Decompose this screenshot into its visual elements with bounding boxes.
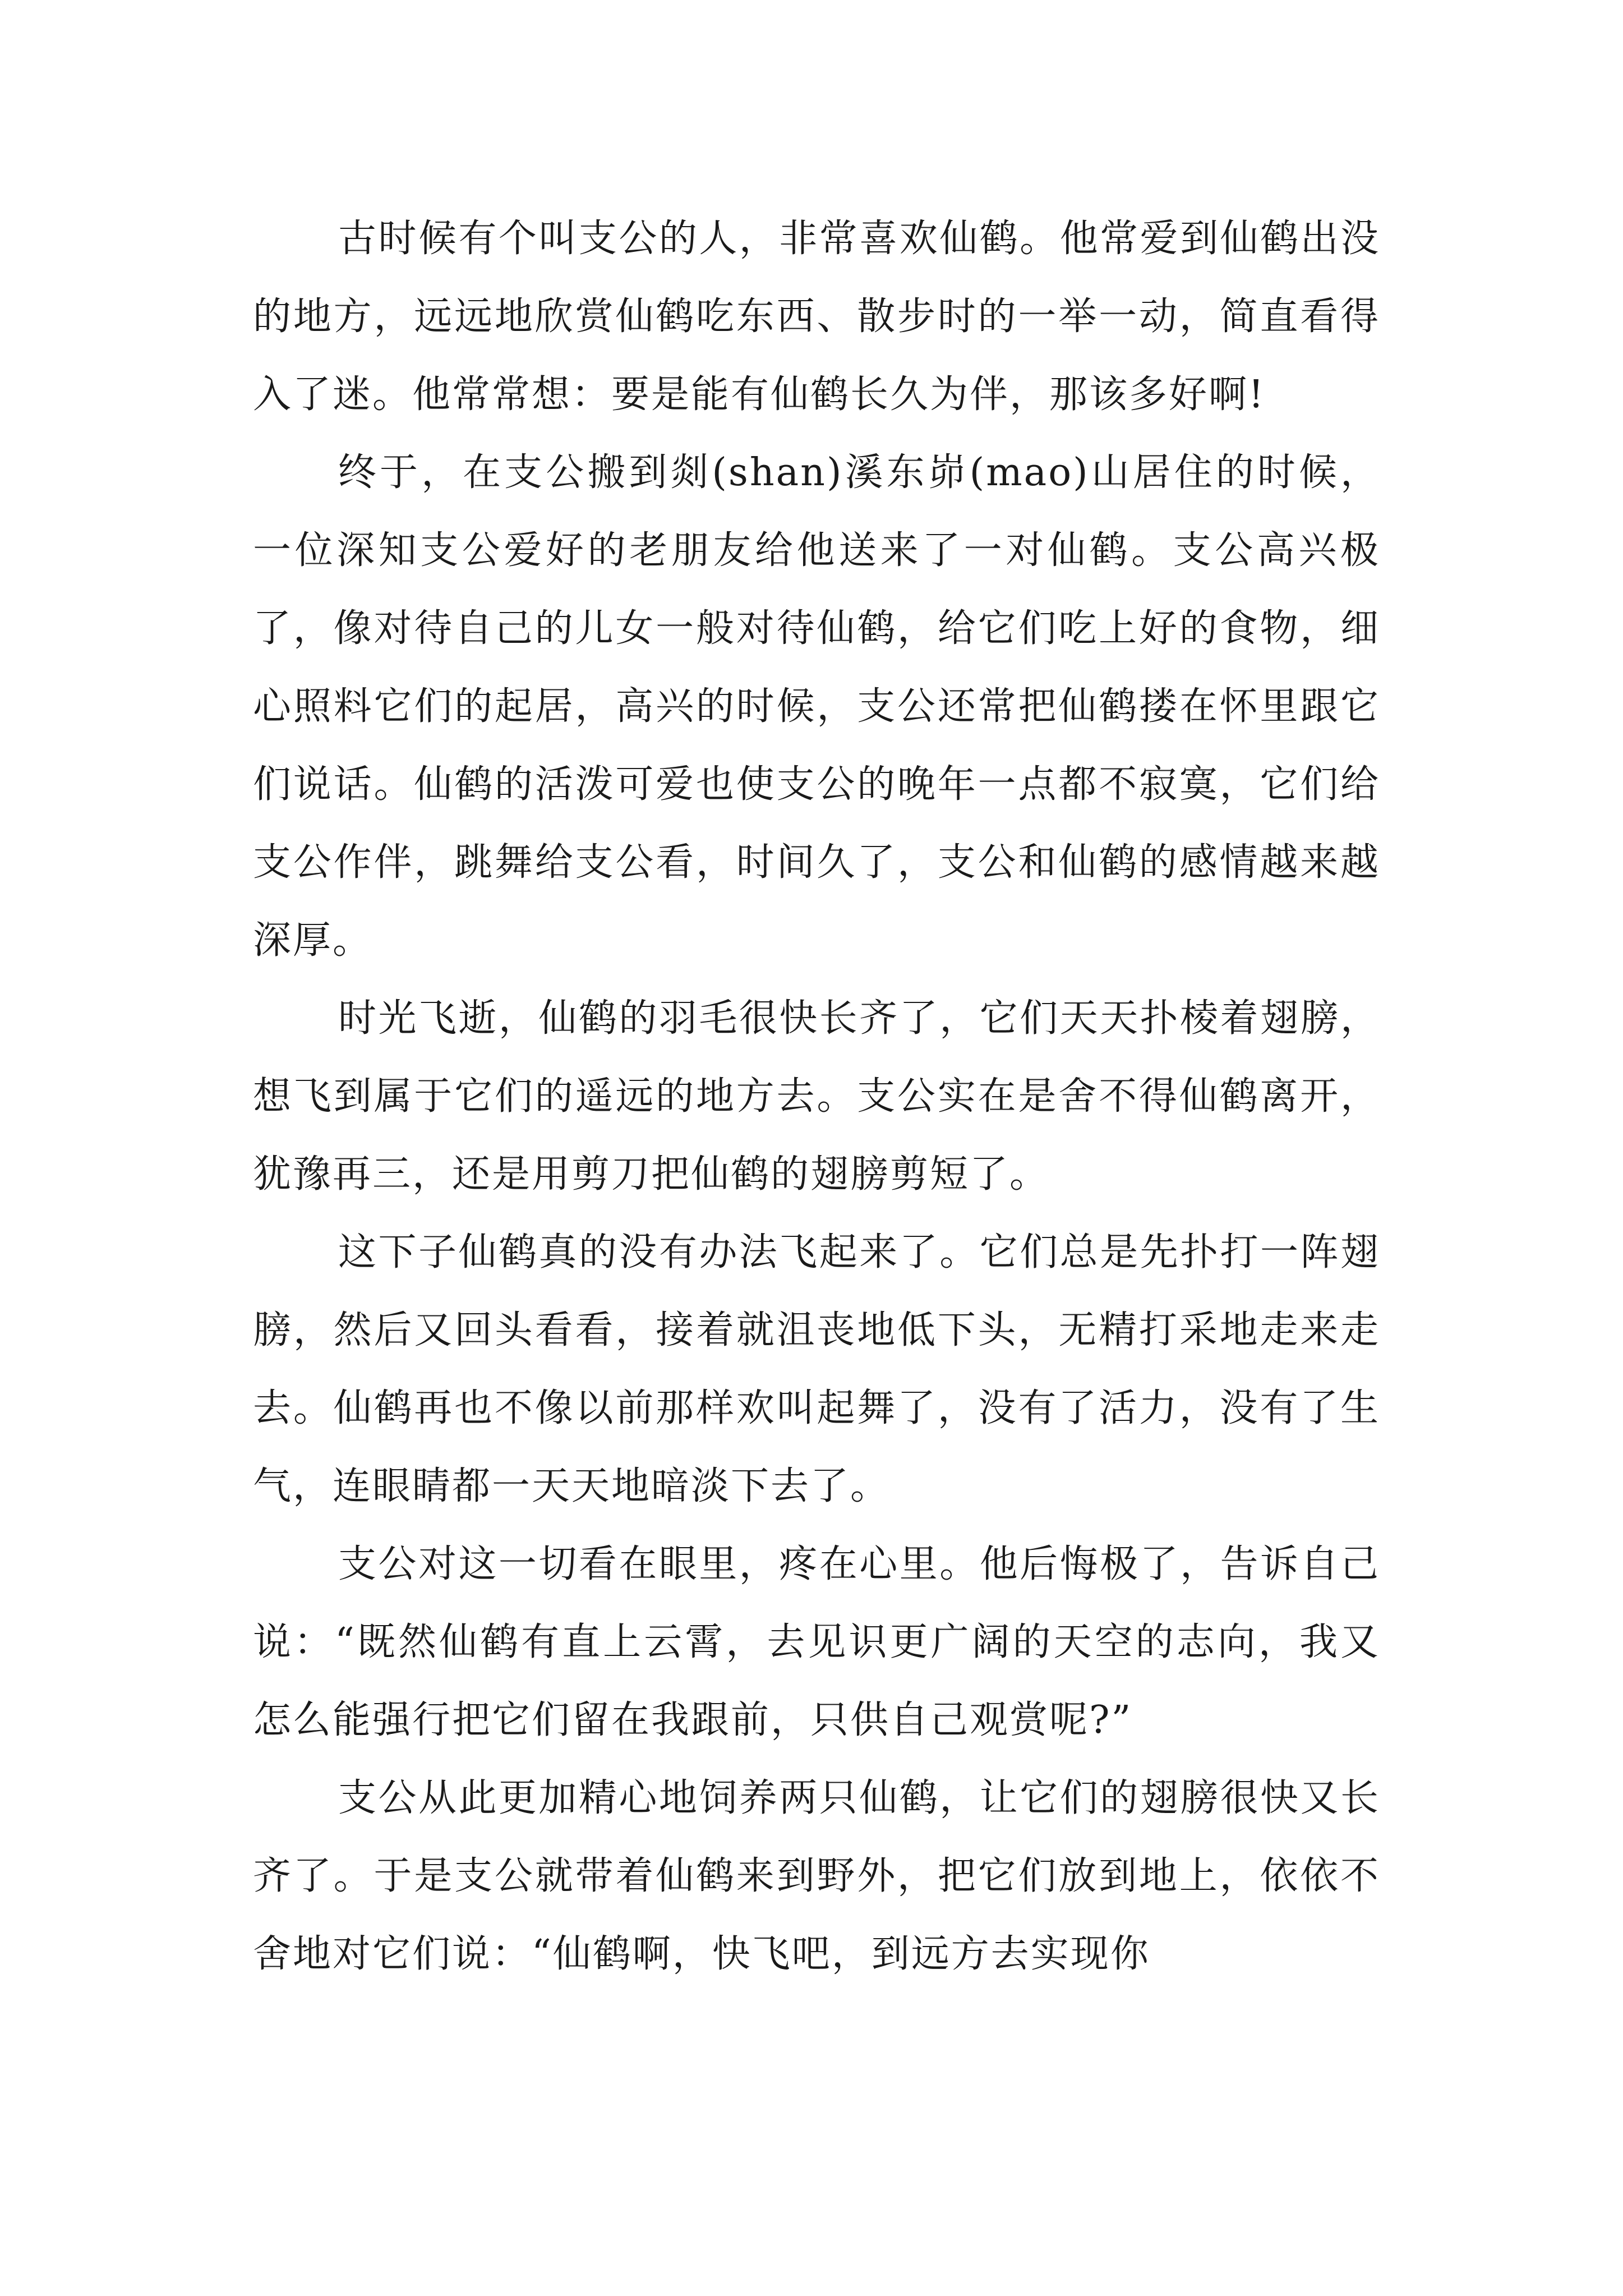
paragraph-5: 支公对这一切看在眼里，疼在心里。他后悔极了，告诉自己说：“既然仙鹤有直上云霄，去见识更广阔的天空的志向，我又怎么能强行把它们留在我跟前，只供自己观赏呢?” bbox=[253, 1542, 1380, 1742]
story-text bbox=[253, 200, 1380, 1993]
paragraph-3: 时光飞逝，仙鹤的羽毛很快长齐了，它们天天扑棱着翅膀，想飞到属于它们的遥远的地方去。支公实在是舍不得仙鹤离开，犹豫再三，还是用剪刀把仙鹤的翅膀剪短了。 bbox=[253, 996, 1380, 1197]
paragraph-1: 古时候有个叫支公的人，非常喜欢仙鹤。他常爱到仙鹤出没的地方，远远地欣赏仙鹤吃东西、散步时的一举一动，简直看得入了迷。他常常想：要是能有仙鹤长久为伴，那该多好啊! bbox=[253, 217, 1380, 417]
paragraph-6: 支公从此更加精心地饲养两只仙鹤，让它们的翅膀很快又长齐了。于是支公就带着仙鹤来到野外，把它们放到地上，依依不舍地对它们说：“仙鹤啊，快飞吧，到远方去实现你 bbox=[253, 1776, 1380, 1976]
paragraph-2: 终于，在支公搬到剡(shan)溪东峁(mao)山居住的时候，一位深知支公爱好的老朋友给他送来了一对仙鹤。支公高兴极了，像对待自己的儿女一般对待仙鹤，给它们吃上好的食物，细心照料它们的起居，高兴的时候，支公还常把仙鹤搂在怀里跟它们说话。仙鹤的活泼可爱也使支公的晚年一点都不寂寞，它们给支公作伴，跳舞给支公看，时间久了，支公和仙鹤的感情越来越深厚。 bbox=[253, 450, 1380, 963]
paragraph-4: 这下子仙鹤真的没有办法飞起来了。它们总是先扑打一阵翅膀，然后又回头看看，接着就沮丧地低下头，无精打采地走来走去。仙鹤再也不像以前那样欢叫起舞了，没有了活力，没有了生气，连眼睛都一天天地暗淡下去了。 bbox=[253, 1230, 1380, 1508]
